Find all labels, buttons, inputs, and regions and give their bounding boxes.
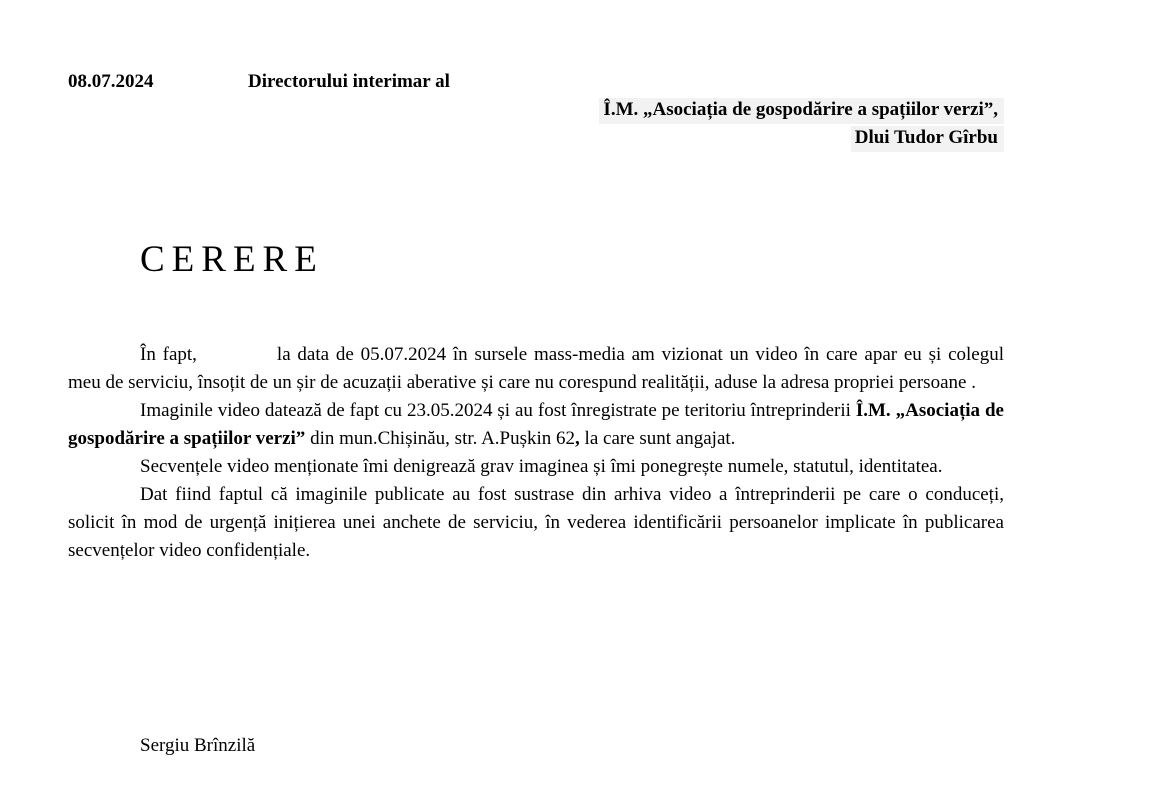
paragraph-4: Dat fiind faptul că imaginile publicate au fost sustrase din arhiva video a întreprinderii pe care o conduceți, solicit în mod de urgență inițierea unei anchete de serviciu, în vederea identificării persoanelor implicate în publicarea secvențelor video confidențiale.: [68, 484, 1004, 561]
paragraph-2-end: la care sunt angajat.: [579, 428, 736, 449]
company-name: Î.M. „Asociația de gospodărire a spațiilor verzi”: [68, 400, 1004, 449]
paragraph-1: [68, 341, 1004, 397]
paragraph-2-comma: ,: [575, 428, 580, 449]
paragraph-2: [68, 397, 1004, 453]
signature-name: Sergiu Brînzilă: [140, 735, 256, 756]
paragraph-2-middle: din mun.Chișinău, str. A.Pușkin 62: [305, 428, 576, 449]
document-date: 08.07.2024: [68, 71, 154, 92]
paragraph-2-start: Imaginile video datează de fapt cu 23.05.2024 și au fost înregistrate pe teritoriu întreprinderii: [140, 400, 856, 421]
paragraph-1-start: În fapt,: [140, 344, 197, 365]
document-body: [68, 341, 1004, 565]
paragraph-1-rest: la data de 05.07.2024 în sursele mass-media am vizionat un video în care apar eu și colegul meu de serviciu, însoțit de un șir de acuzații aberative și care nu corespund realității, aduse la adresa propriei persoane .: [68, 344, 1004, 393]
document-title: CERERE: [140, 239, 324, 280]
addressee-title: Directorului interimar al: [248, 71, 450, 92]
addressee-organization: Î.M. „Asociația de gospodărire a spațiilor verzi”,: [599, 98, 1004, 124]
addressee-name: Dlui Tudor Gîrbu: [851, 126, 1004, 152]
paragraph-3: Secvențele video menționate îmi denigrează grav imaginea și îmi ponegrește numele, statutul, identitatea.: [140, 456, 943, 477]
